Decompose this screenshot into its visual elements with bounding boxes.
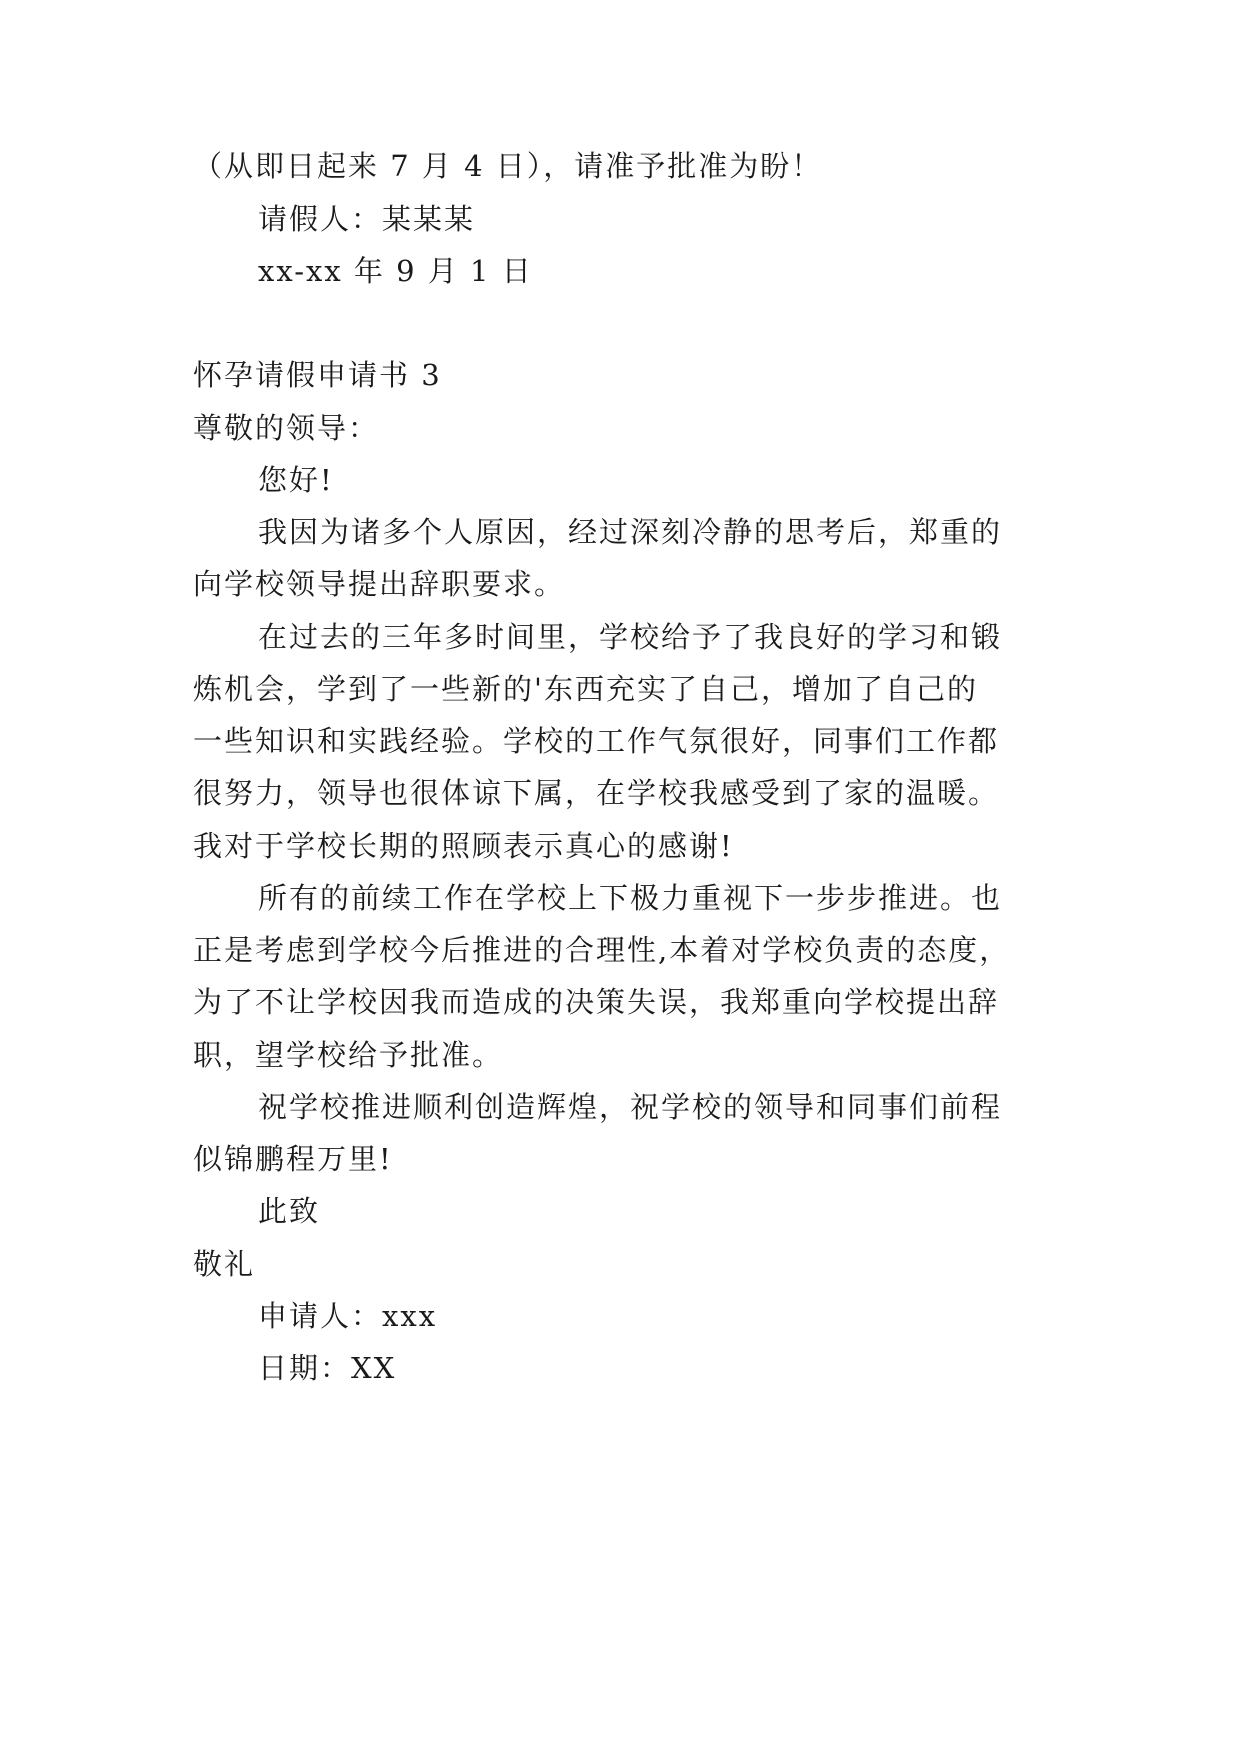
letter-date: 日期：XX: [258, 1351, 397, 1385]
paragraph-2-line: 一些知识和实践经验。学校的工作气氛很好，同事们工作都: [193, 724, 1000, 758]
paragraph-4-line: 似锦鹏程万里!: [193, 1142, 393, 1176]
previous-letter-applicant: 请假人：某某某: [258, 202, 476, 236]
paragraph-2-line: 我对于学校长期的照顾表示真心的感谢!: [193, 829, 734, 863]
paragraph-4-line: 祝学校推进顺利创造辉煌，祝学校的领导和同事们前程: [258, 1090, 1003, 1124]
salutation: 尊敬的领导：: [193, 411, 380, 445]
paragraph-3-line: 为了不让学校因我而造成的决策失误，我郑重向学校提出辞: [193, 985, 1000, 1019]
previous-letter-date: xx-xx 年 9 月 1 日: [258, 254, 533, 288]
letter-title: 怀孕请假申请书 3: [193, 358, 442, 392]
paragraph-2-line: 很努力，领导也很体谅下属，在学校我感受到了家的温暖。: [193, 776, 1000, 810]
greeting: 您好!: [258, 463, 334, 497]
closing-cizhi: 此致: [258, 1194, 321, 1228]
previous-letter-tail: （从即日起来 7 月 4 日），请准予批准为盼！: [193, 149, 823, 183]
paragraph-3-line: 职，望学校给予批准。: [193, 1038, 504, 1072]
paragraph-1-line: 我因为诸多个人原因，经过深刻冷静的思考后，郑重的: [258, 515, 1003, 549]
paragraph-3-line: 正是考虑到学校今后推进的合理性,本着对学校负责的态度，: [193, 933, 1011, 967]
letter-applicant: 申请人：xxx: [258, 1299, 438, 1333]
paragraph-1-line: 向学校领导提出辞职要求。: [193, 567, 566, 601]
paragraph-2-line: 炼机会，学到了一些新的'东西充实了自己，增加了自己的: [193, 672, 978, 706]
paragraph-3-line: 所有的前续工作在学校上下极力重视下一步步推进。也: [258, 881, 1003, 915]
paragraph-2-line: 在过去的三年多时间里，学校给予了我良好的学习和锻: [258, 620, 1003, 654]
closing-jingli: 敬礼: [193, 1247, 256, 1281]
